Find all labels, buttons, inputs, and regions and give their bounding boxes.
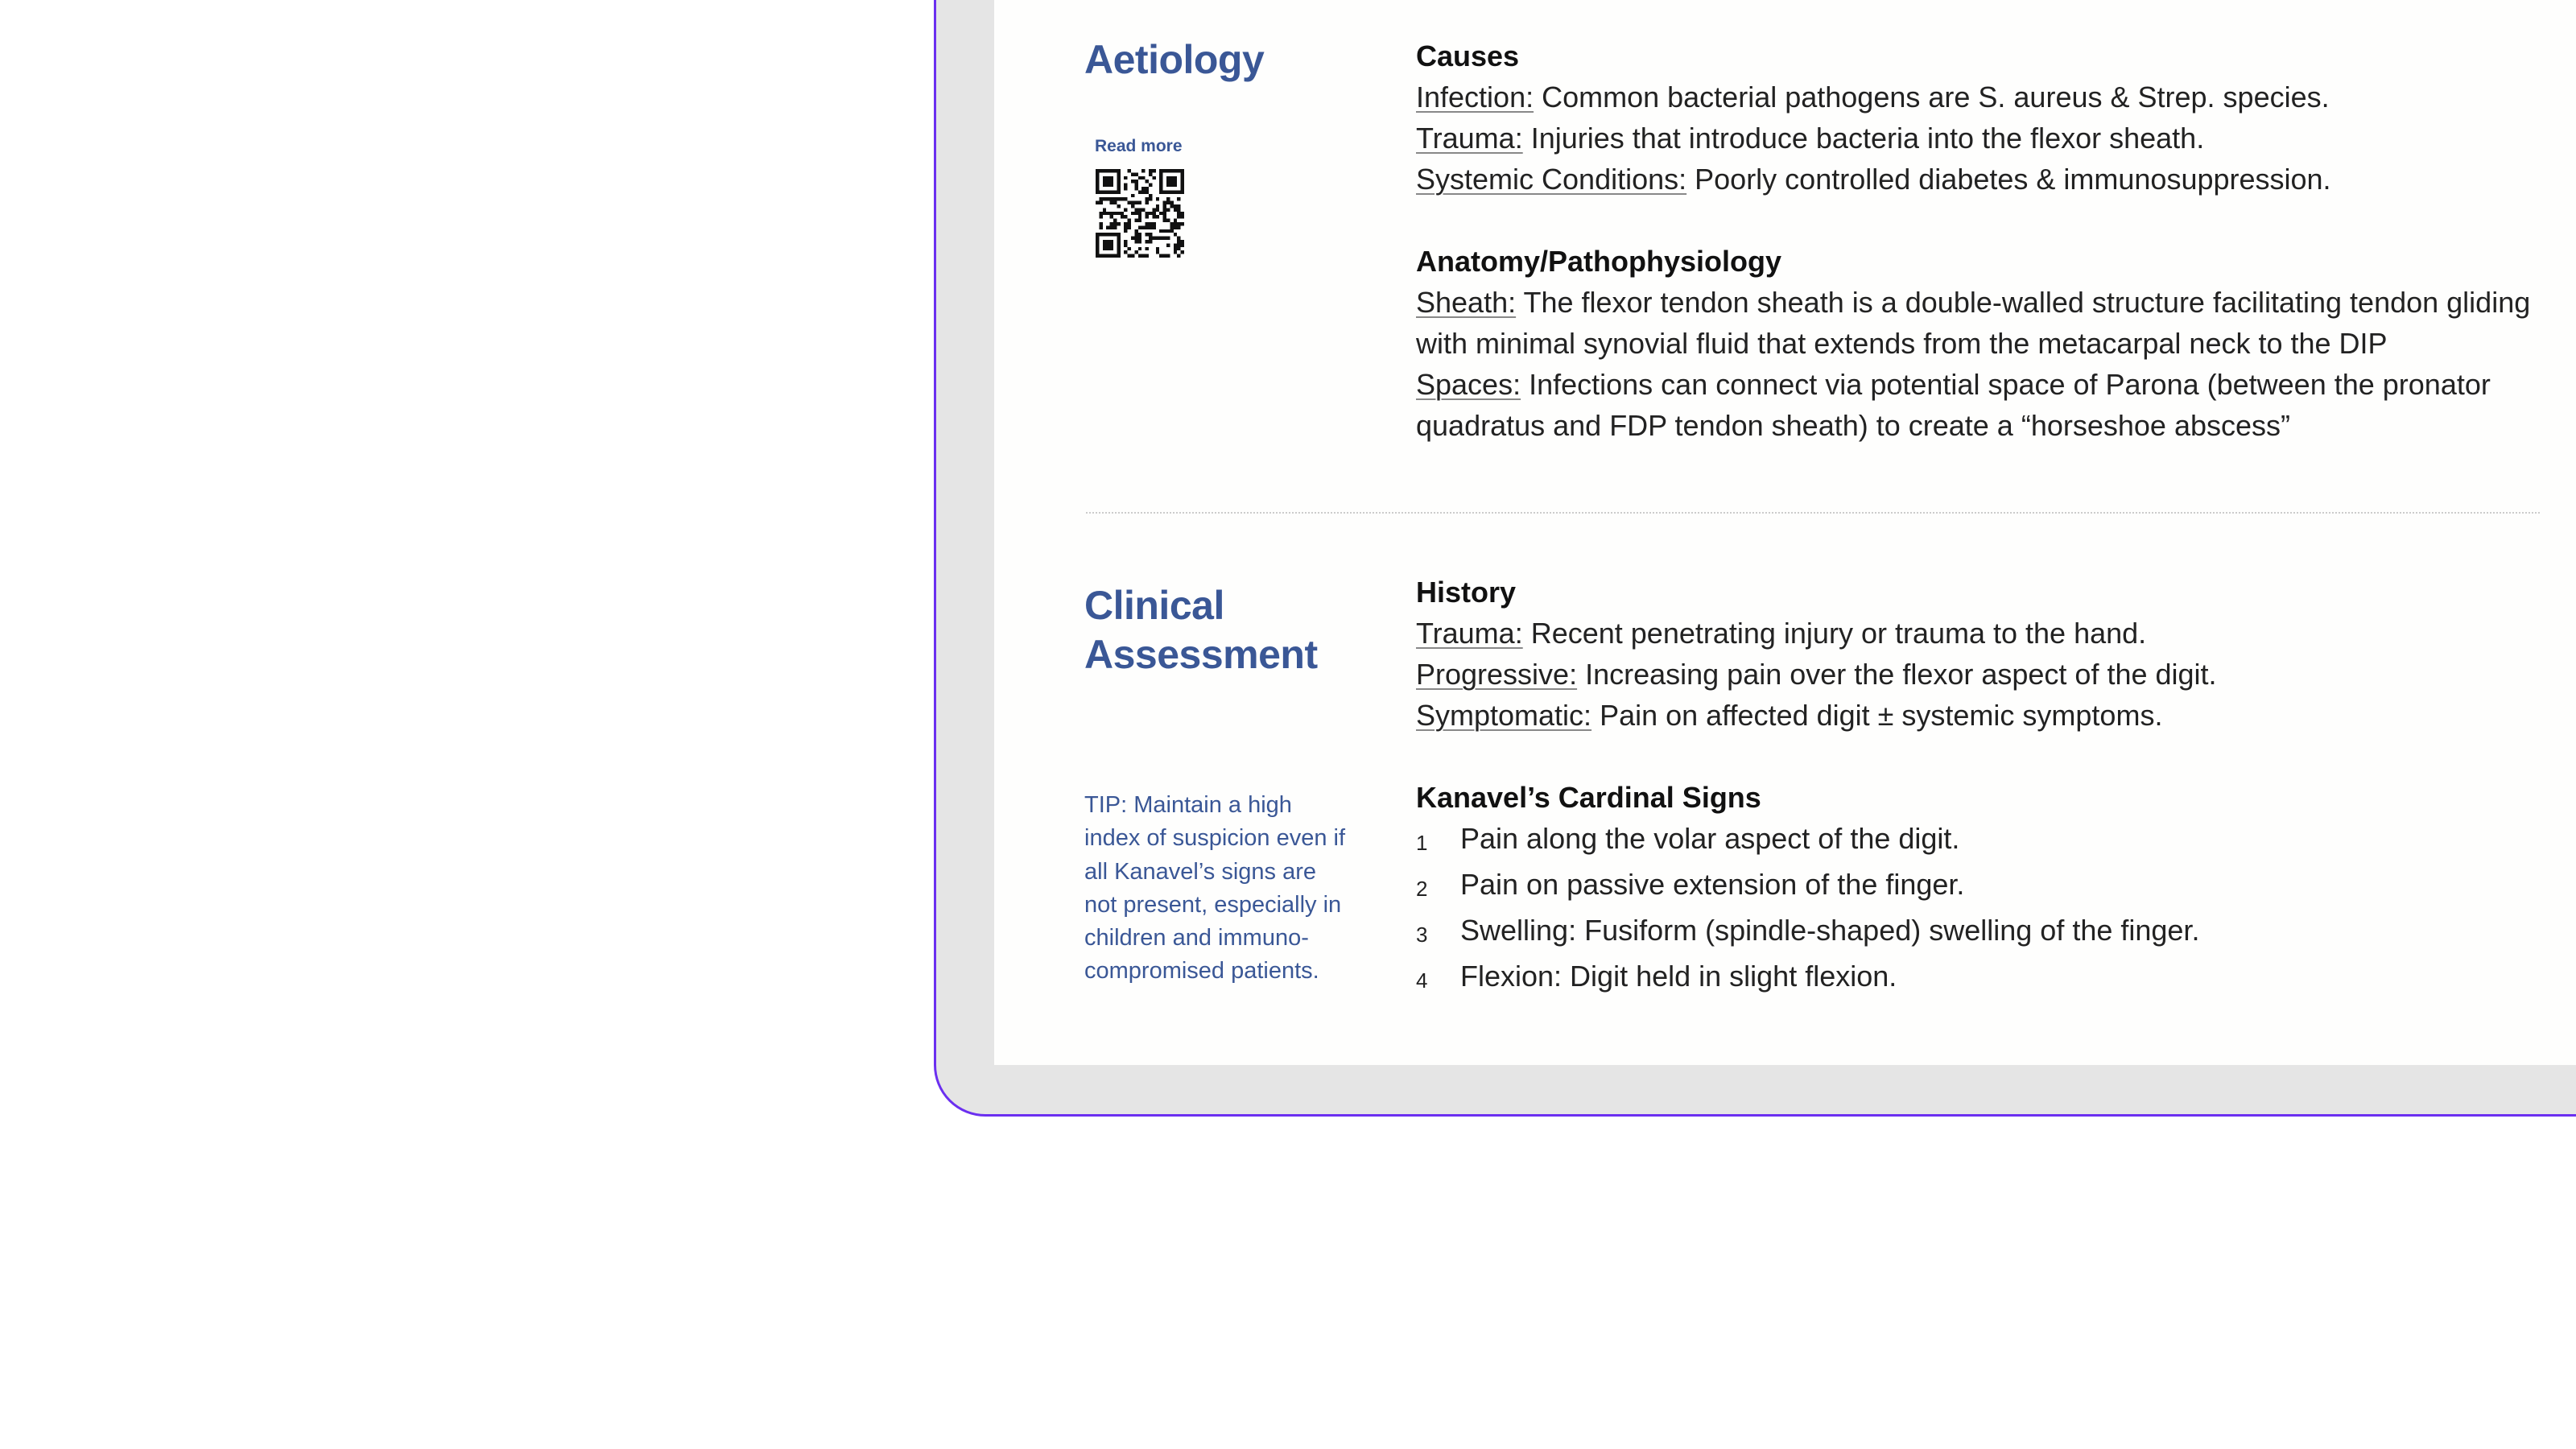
section-title-aetiology: Aetiology: [1084, 37, 1265, 82]
anatomy-text: The flexor tendon sheath is a double-walled structure facilitating tendon gliding with minimal synovial fluid that extends from the metacarpal neck to the DIP: [1416, 286, 2531, 360]
section-divider: [1086, 512, 2540, 514]
cause-item: [1416, 76, 2543, 118]
history-text: Pain on affected digit ± systemic symptoms.: [1591, 699, 2163, 732]
list-number: 1: [1416, 831, 1428, 855]
qr-code-icon[interactable]: [1096, 169, 1184, 258]
history-label: Symptomatic:: [1416, 699, 1592, 732]
cause-label: Trauma:: [1416, 122, 1523, 155]
tip-text: TIP: Maintain a high index of suspicion even if all Kanavel’s signs are not present, especially in children and immuno-compromised patients.: [1084, 792, 1346, 985]
history-item: [1416, 654, 2543, 695]
cause-text: Common bacterial pathogens are S. aureus & Strep. species.: [1534, 80, 2330, 114]
list-number: 4: [1416, 968, 1428, 993]
cause-text: Poorly controlled diabetes & immunosuppression.: [1686, 163, 2331, 196]
history-item: [1416, 695, 2543, 736]
clinical-content: [1416, 572, 2543, 1001]
list-text: Flexion: Digit held in slight flexion.: [1460, 960, 1897, 993]
anatomy-item: [1416, 282, 2543, 364]
anatomy-item: [1416, 364, 2543, 446]
history-label: Progressive:: [1416, 658, 1578, 691]
list-text: Pain on passive extension of the finger.: [1460, 868, 1965, 901]
anatomy-label: Spaces:: [1416, 368, 1521, 401]
section-title-clinical-assessment: [1084, 581, 1318, 679]
list-number: 3: [1416, 923, 1428, 947]
kanavel-heading: Kanavel’s Cardinal Signs: [1416, 781, 1761, 814]
list-number: 2: [1416, 877, 1428, 901]
list-text: Swelling: Fusiform (spindle-shaped) swelling of the finger.: [1460, 914, 2200, 947]
list-item: [1416, 956, 2543, 1001]
anatomy-heading: Anatomy/Pathophysiology: [1416, 245, 1782, 278]
cause-text: Injuries that introduce bacteria into the flexor sheath.: [1522, 122, 2205, 155]
list-text: Pain along the volar aspect of the digit.: [1460, 822, 1960, 855]
kanavel-signs-list: [1416, 818, 2543, 1001]
anatomy-text: Infections can connect via potential space of Parona (between the pronator quadratus and FDP tendon sheath) to create a “horseshoe abscess”: [1416, 368, 2491, 442]
aetiology-content: [1416, 35, 2543, 446]
list-item: [1416, 864, 2543, 910]
history-text: Increasing pain over the flexor aspect of the digit.: [1577, 658, 2217, 691]
cause-item: [1416, 159, 2543, 200]
cause-label: Infection:: [1416, 80, 1534, 114]
causes-heading: Causes: [1416, 39, 1520, 72]
cause-label: Systemic Conditions:: [1416, 163, 1687, 196]
title-line: Assessment: [1084, 632, 1318, 677]
history-text: Recent penetrating injury or trauma to the hand.: [1522, 617, 2147, 650]
cause-item: [1416, 118, 2543, 159]
title-line: Clinical: [1084, 583, 1224, 628]
history-item: [1416, 613, 2543, 654]
list-item: [1416, 910, 2543, 956]
history-label: Trauma:: [1416, 617, 1523, 650]
list-item: [1416, 818, 2543, 864]
anatomy-label: Sheath:: [1416, 286, 1517, 319]
read-more-link[interactable]: Read more: [1095, 137, 1183, 155]
history-heading: History: [1416, 576, 1517, 609]
